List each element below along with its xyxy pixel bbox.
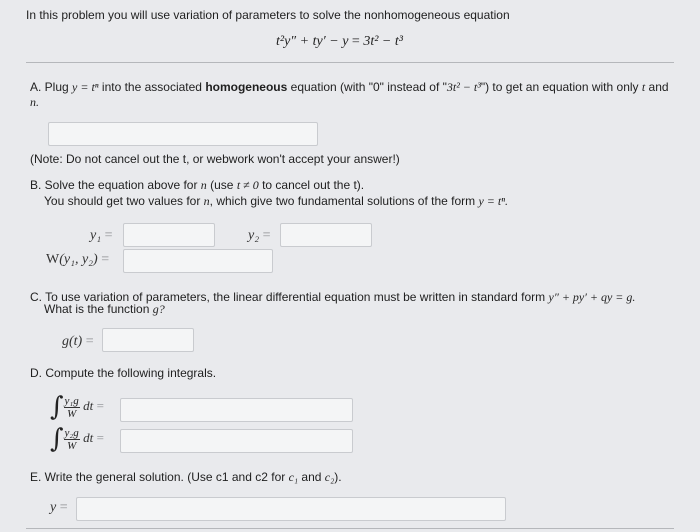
- part-c-line2: What is the function g?: [44, 302, 165, 316]
- g-input[interactable]: [102, 328, 194, 352]
- g-label: g(t) =: [62, 334, 94, 349]
- general-solution-input[interactable]: [76, 497, 506, 521]
- integral-sign-icon: ∫: [50, 424, 64, 454]
- part-b-line1: B. Solve the equation above for n (use t ≠ 0 to cancel out the t).: [30, 178, 365, 192]
- integral-2-input[interactable]: [120, 429, 353, 453]
- part-a-answer-input[interactable]: [48, 122, 318, 146]
- main-equation-rhs: 3t² − t³: [363, 34, 403, 49]
- y1-input[interactable]: [123, 223, 215, 247]
- integral-sign-icon: ∫: [50, 392, 64, 422]
- integral-1-input[interactable]: [120, 398, 353, 422]
- part-d-title: D. Compute the following integrals.: [30, 366, 217, 380]
- wronskian-input[interactable]: [123, 249, 273, 273]
- part-c-line1: C. To use variation of parameters, the linear differential equation must be written in standard form y″ + py′ + qy = g.: [30, 290, 636, 304]
- general-solution-label: y =: [50, 500, 68, 515]
- main-equation-lhs: t²y″ + ty′ − y: [276, 34, 349, 49]
- integral-2-label: ∫ $\frac{\text{y₂g}}{W}$ dt =: [50, 424, 104, 454]
- divider-bottom: [26, 528, 674, 529]
- y2-input[interactable]: [280, 223, 372, 247]
- wronskian-label: W(y₁, y₂) =: [46, 252, 110, 267]
- part-e-text: E. Write the general solution. (Use c1 and c2 for c₁ and c₂).: [30, 470, 342, 484]
- part-a-n: n.: [30, 95, 39, 109]
- intro-text: In this problem you will use variation of parameters to solve the nonhomogeneous equation: [26, 8, 510, 22]
- part-a-note: (Note: Do not cancel out the t, or webwork won't accept your answer!): [30, 152, 400, 166]
- y1-label: y₁ =: [90, 228, 113, 243]
- main-equation: [276, 34, 403, 50]
- part-b-line2: You should get two values for n, which give two fundamental solutions of the form y = tⁿ.: [44, 194, 509, 208]
- part-a-text: A. Plug y = tⁿ into the associated homogeneous equation (with "0" instead of "3t² − t³") to get an equation with only t and: [30, 80, 669, 94]
- divider-top: [26, 62, 674, 63]
- main-equation-equals: =: [351, 34, 360, 49]
- integral-1-label: ∫ $\frac{\text{y₁g}}{W}$ dt =: [50, 392, 104, 422]
- y2-label: y₂ =: [248, 228, 271, 243]
